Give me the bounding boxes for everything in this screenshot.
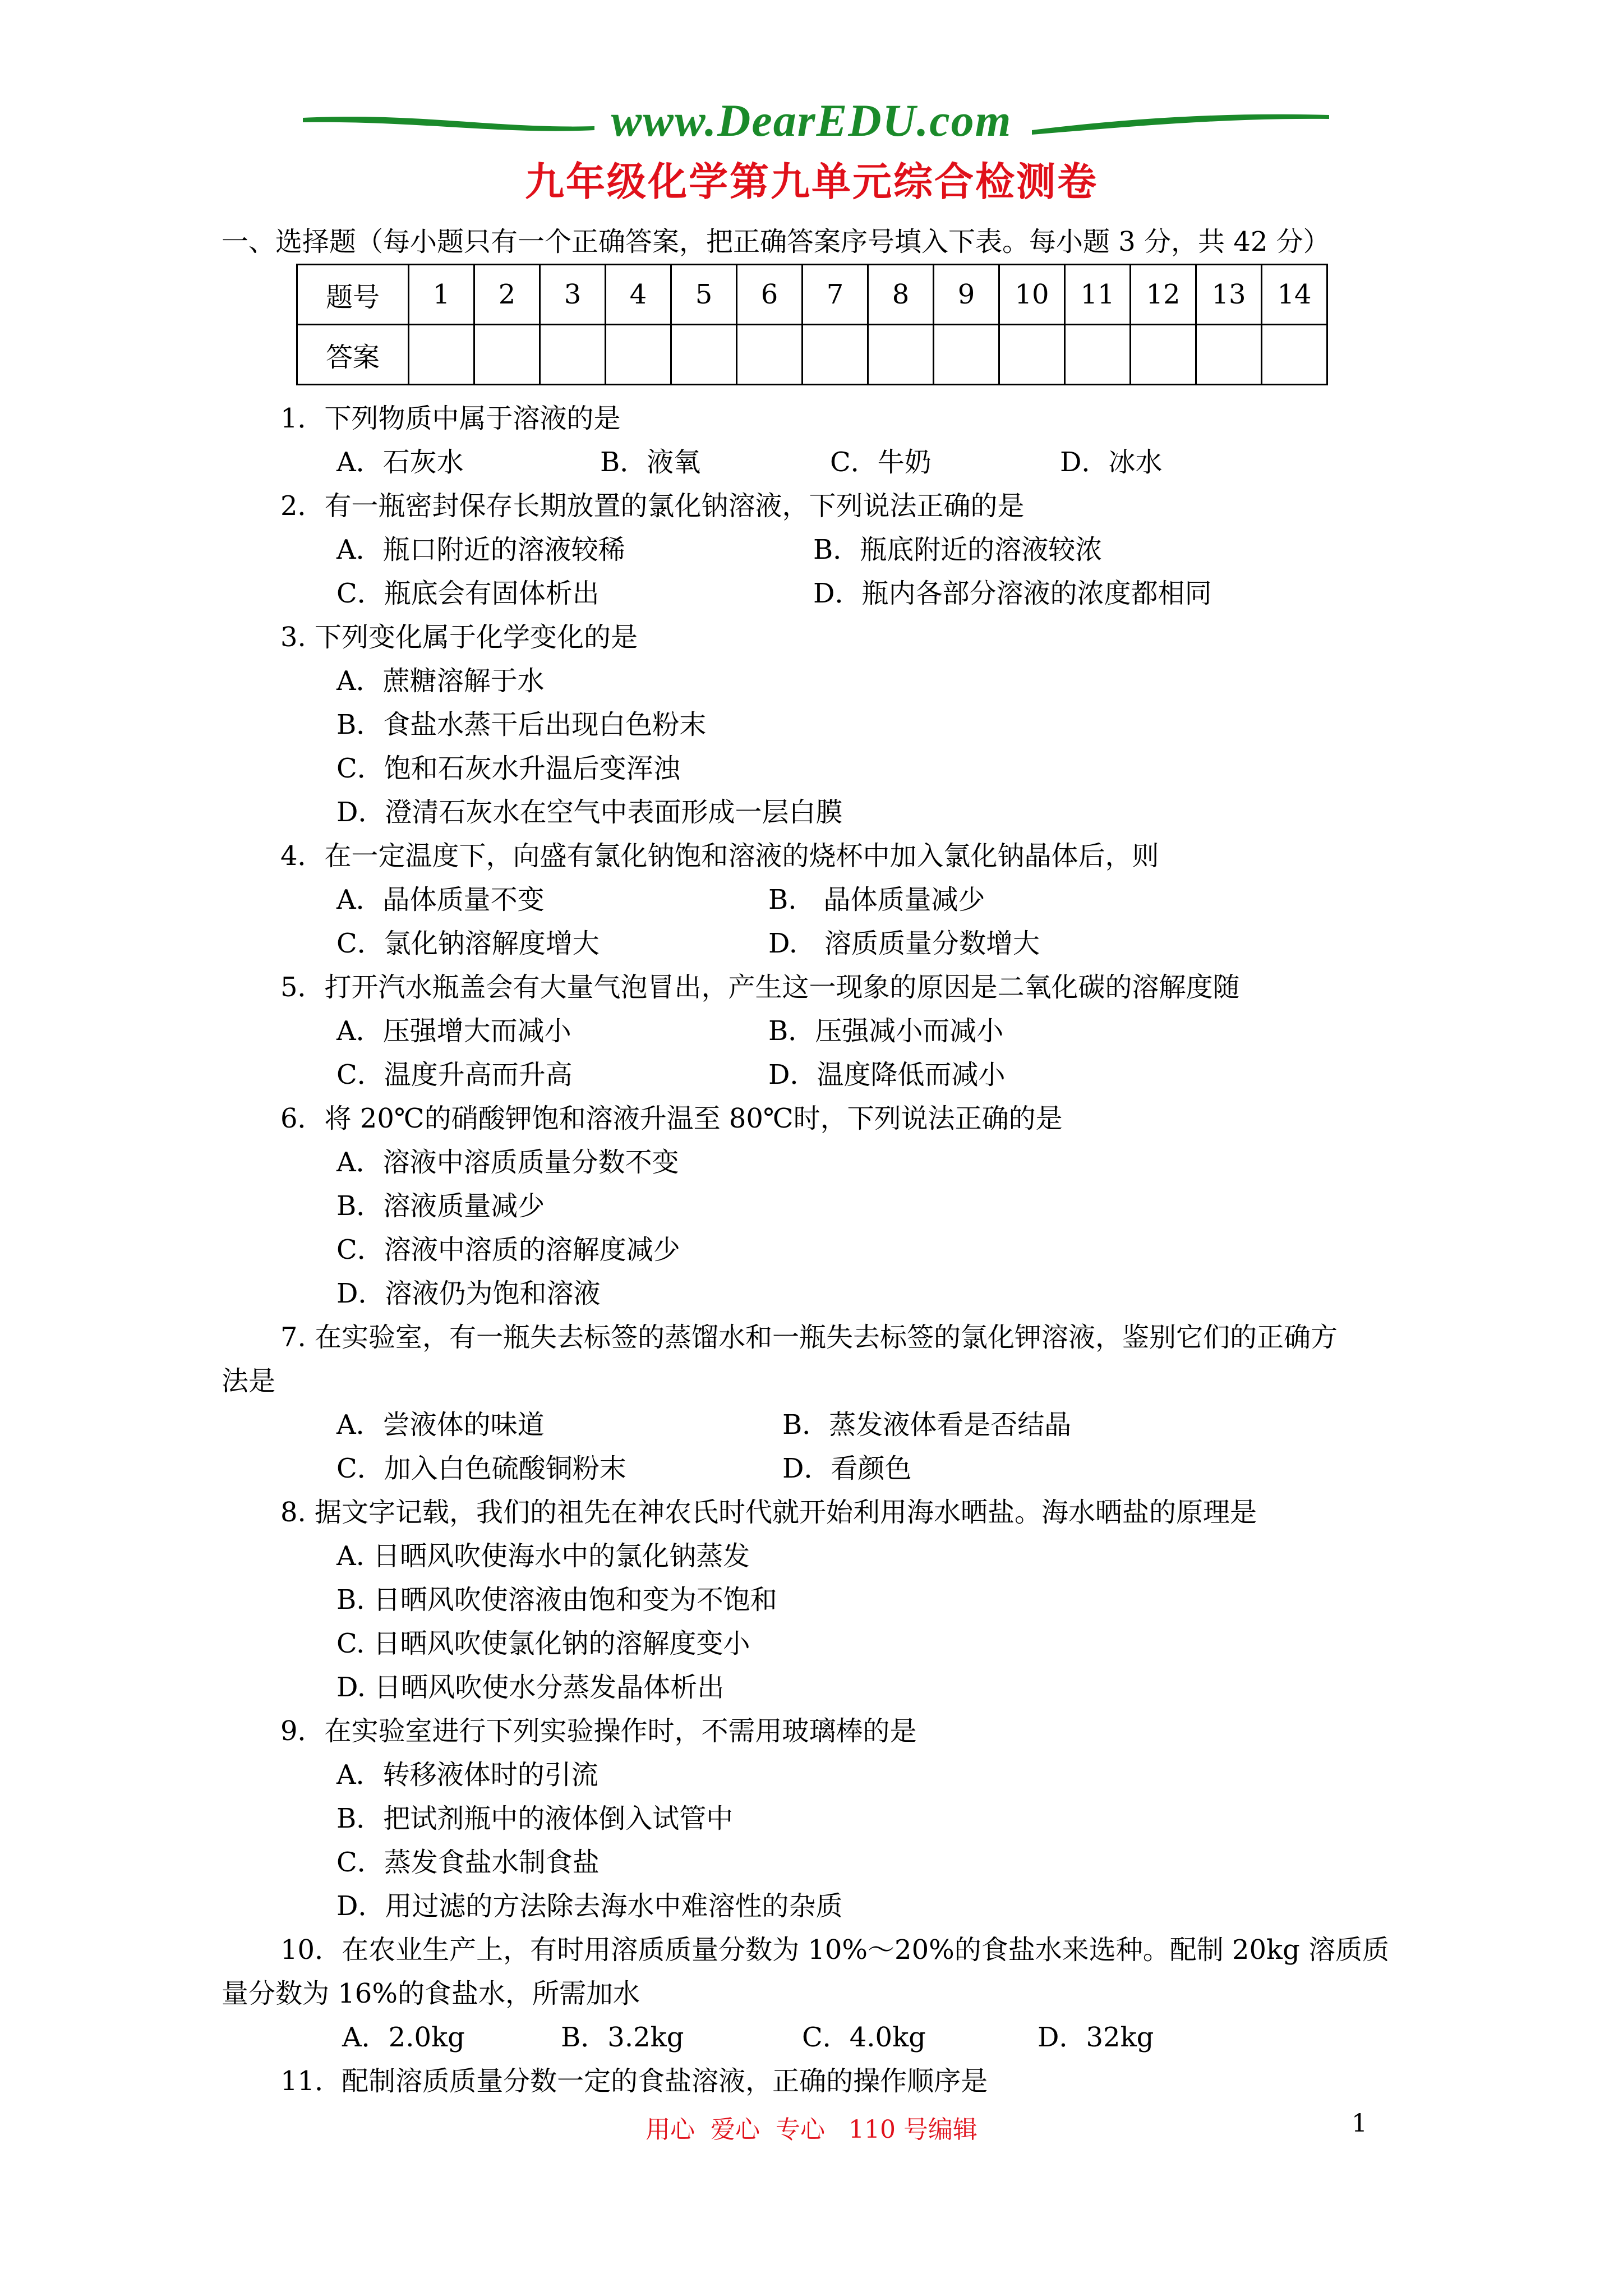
page-title: 九年级化学第九单元综合检测卷: [525, 158, 1098, 205]
option-b: B．3.2kg: [561, 2022, 684, 2053]
option-a: A．压强增大而减小: [336, 1015, 571, 1047]
answer-table-number: 13: [1196, 265, 1262, 325]
option-d: D. 溶质质量分数增大: [768, 928, 1040, 959]
site-banner-text: www.DearEDU.com: [611, 95, 1012, 146]
answer-table-number: 6: [737, 265, 803, 325]
question-stem: 7. 在实验室，有一瓶失去标签的蒸馏水和一瓶失去标签的氯化钾溶液，鉴别它们的正确方: [280, 1322, 1338, 1353]
option-d: D．用过滤的方法除去海水中难溶性的杂质: [336, 1890, 843, 1922]
answer-cell[interactable]: [671, 325, 737, 385]
answer-table-number: 5: [671, 265, 737, 325]
answer-table-number: 9: [934, 265, 999, 325]
answer-table-number: 10: [999, 265, 1065, 325]
answer-cell[interactable]: [999, 325, 1065, 385]
answer-cell[interactable]: [409, 325, 474, 385]
question-stem: 1．下列物质中属于溶液的是: [280, 403, 621, 434]
option-c: C．饱和石灰水升温后变浑浊: [336, 753, 680, 784]
page-number: 1: [1352, 2109, 1367, 2138]
answer-cell[interactable]: [1196, 325, 1262, 385]
option-a: A．尝液体的味道: [336, 1409, 545, 1441]
option-c: C．加入白色硫酸铜粉末: [336, 1453, 626, 1484]
question-stem-continued: 法是: [222, 1365, 276, 1397]
answer-cell[interactable]: [934, 325, 999, 385]
answer-table-number: 14: [1262, 265, 1327, 325]
question-stem: 3. 下列变化属于化学变化的是: [280, 622, 638, 653]
option-d: D．瓶内各部分溶液的浓度都相同: [813, 578, 1212, 609]
option-c: C．温度升高而升高: [336, 1059, 573, 1091]
answer-table-number: 12: [1131, 265, 1196, 325]
option-b: B．把试剂瓶中的液体倒入试管中: [336, 1803, 734, 1834]
answer-table-number: 4: [606, 265, 671, 325]
option-b: B．食盐水蒸干后出现白色粉末: [336, 709, 707, 740]
option-d: D．冰水: [1060, 447, 1163, 478]
section-heading: 一、选择题（每小题只有一个正确答案，把正确答案序号填入下表。每小题 3 分，共 42 分）: [222, 226, 1330, 257]
question-stem: 4．在一定温度下，向盛有氯化钠饱和溶液的烧杯中加入氯化钠晶体后，则: [280, 840, 1159, 872]
option-a: A．2.0kg: [342, 2022, 465, 2053]
option-b: B．溶液质量减少: [336, 1190, 545, 1222]
answer-cell[interactable]: [1065, 325, 1131, 385]
answer-table-number: 3: [540, 265, 606, 325]
option-b: B．蒸发液体看是否结晶: [782, 1409, 1072, 1441]
option-b: B．液氧: [600, 447, 701, 478]
answer-table-number: 8: [868, 265, 934, 325]
answer-table-number-row: [297, 265, 1327, 325]
option-c: C．溶液中溶质的溶解度减少: [336, 1234, 680, 1266]
option-d: D．澄清石灰水在空气中表面形成一层白膜: [336, 797, 843, 828]
option-a: A．石灰水: [336, 447, 464, 478]
option-c: C．瓶底会有固体析出: [336, 578, 600, 609]
answer-cell[interactable]: [606, 325, 671, 385]
option-a: A．溶液中溶质质量分数不变: [336, 1147, 679, 1178]
option-c: C．4.0kg: [802, 2022, 926, 2053]
answer-cell[interactable]: [474, 325, 540, 385]
question-stem: 8. 据文字记载，我们的祖先在神农氏时代就开始利用海水晒盐。海水晒盐的原理是: [280, 1497, 1257, 1528]
question-stem: 11．配制溶质质量分数一定的食盐溶液，正确的操作顺序是: [280, 2065, 988, 2097]
option-d: D．32kg: [1038, 2022, 1154, 2053]
question-stem-continued: 量分数为 16%的食盐水，所需加水: [222, 1978, 640, 2009]
question-stem: 5．打开汽水瓶盖会有大量气泡冒出，产生这一现象的原因是二氧化碳的溶解度随: [280, 972, 1240, 1003]
option-c: C. 日晒风吹使氯化钠的溶解度变小: [336, 1628, 750, 1659]
answer-table-number: 1: [409, 265, 474, 325]
option-d: D. 日晒风吹使水分蒸发晶体析出: [336, 1672, 725, 1703]
answer-table-number: 2: [474, 265, 540, 325]
question-stem: 6．将 20℃的硝酸钾饱和溶液升温至 80℃时，下列说法正确的是: [280, 1103, 1063, 1134]
option-a: A．晶体质量不变: [336, 884, 545, 915]
option-a: A．瓶口附近的溶液较稀: [336, 534, 625, 565]
answer-table-answer-row: [297, 325, 1327, 385]
option-c: C．蒸发食盐水制食盐: [336, 1847, 600, 1878]
option-d: D．温度降低而减小: [768, 1059, 1006, 1091]
answer-table-label-answer: 答案: [297, 325, 409, 385]
answer-cell[interactable]: [737, 325, 803, 385]
option-a: A．蔗糖溶解于水: [336, 665, 545, 697]
option-d: D．看颜色: [782, 1453, 912, 1484]
option-a: A. 日晒风吹使海水中的氯化钠蒸发: [336, 1540, 750, 1572]
question-stem: 9．在实验室进行下列实验操作时，不需用玻璃棒的是: [280, 1715, 917, 1747]
answer-cell[interactable]: [803, 325, 868, 385]
question-stem: 2．有一瓶密封保存长期放置的氯化钠溶液，下列说法正确的是: [280, 490, 1025, 522]
option-b: B. 晶体质量减少: [768, 884, 985, 915]
answer-table-number: 11: [1065, 265, 1131, 325]
question-stem: 10．在农业生产上，有时用溶质质量分数为 10%～20%的食盐水来选种。配制 20kg 溶质质: [280, 1934, 1390, 1966]
answer-table-label-number: 题号: [297, 265, 409, 325]
answer-cell[interactable]: [1131, 325, 1196, 385]
answer-table-number: 7: [803, 265, 868, 325]
answer-cell[interactable]: [1262, 325, 1327, 385]
answer-cell[interactable]: [540, 325, 606, 385]
option-b: B. 日晒风吹使溶液由饱和变为不饱和: [336, 1584, 777, 1616]
option-a: A．转移液体时的引流: [336, 1759, 598, 1791]
footer-note: 用心 爱心 专心 110 号编辑: [645, 2115, 978, 2144]
answer-table: [296, 264, 1328, 385]
answer-cell[interactable]: [868, 325, 934, 385]
option-b: B．压强减小而减小: [768, 1015, 1004, 1047]
option-c: C．氯化钠溶解度增大: [336, 928, 600, 959]
option-c: C．牛奶: [830, 447, 932, 478]
option-b: B．瓶底附近的溶液较浓: [813, 534, 1103, 565]
option-d: D．溶液仍为饱和溶液: [336, 1278, 601, 1309]
